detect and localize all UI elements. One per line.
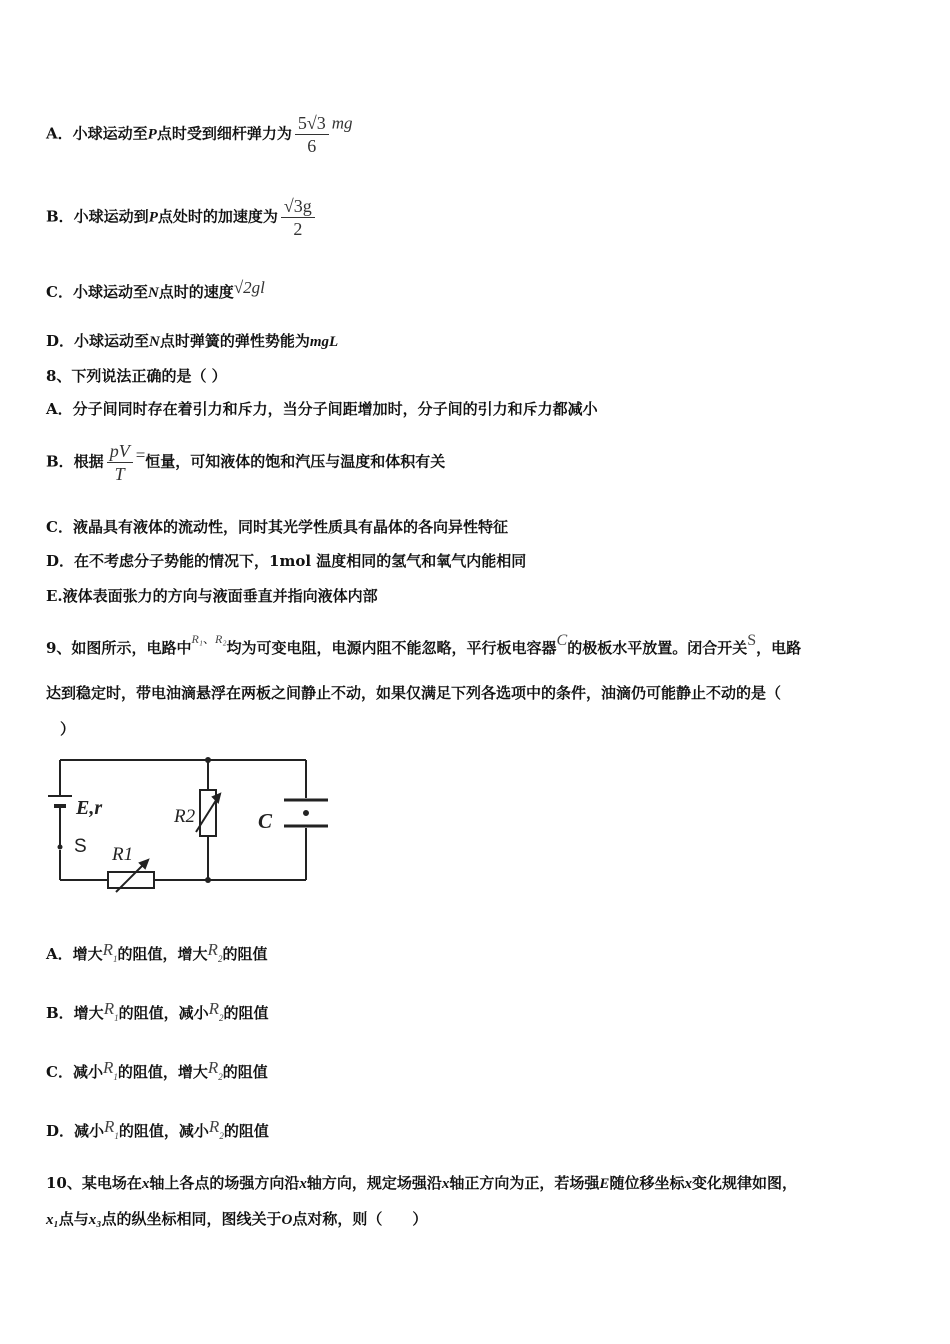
circuit-diagram xyxy=(40,750,340,900)
q9-stem-line1: 9、如图所示，电路中$^{R_1、R_2}$均为可变电阻，电源内阻不能忽略，平行板电容器C的极板水平放置。闭合开关S，电路 xyxy=(46,632,802,657)
label-r1: R1 xyxy=(112,844,134,865)
q7-option-d: D．小球运动至N点时弹簧的弹性势能为mgL xyxy=(46,332,339,350)
junction-dot xyxy=(205,757,211,763)
q9-option-a: A．增大$R_1$的阻值，增大$R_2$的阻值 xyxy=(46,940,268,964)
switch-symbol xyxy=(58,845,63,850)
capacitor-symbol xyxy=(284,800,328,826)
fraction: $\frac{√3g}{2}$ xyxy=(281,195,315,240)
q8-option-c: C．液晶具有液体的流动性，同时其光学性质具有晶体的各向异性特征 xyxy=(46,518,508,536)
q9-option-c: C．减小$R_1$的阻值，增大$R_2$的阻值 xyxy=(46,1058,268,1082)
q7-option-c: C．小球运动至N点时的速度√2gl xyxy=(46,278,265,301)
battery-symbol xyxy=(48,796,72,806)
q8-stem: 8、下列说法正确的是（ ） xyxy=(46,367,227,385)
q8-option-e: E.液体表面张力的方向与液面垂直并指向液体内部 xyxy=(46,587,378,605)
q9-stem-line3: ） xyxy=(60,720,76,738)
fraction: $\frac{5√3}{6}$ xyxy=(295,112,329,157)
junction-dot xyxy=(205,877,211,883)
label-r2: R2 xyxy=(174,806,196,827)
label-switch: S xyxy=(74,836,87,857)
label-capacitor: C xyxy=(258,809,273,833)
q8-option-a: A．分子间同时存在着引力和斥力，当分子间距增加时，分子间的引力和斥力都减小 xyxy=(46,400,598,418)
q8-option-d: D．在不考虑分子势能的情况下，1mol 温度相同的氢气和氧气内能相同 xyxy=(46,552,527,570)
q8-option-b: B．根据 $\frac{pV}{T}$ =恒量，可知液体的饱和汽压与温度和体积有关 xyxy=(46,441,446,484)
r2-variable-resistor xyxy=(196,790,220,836)
label-emf: E,r xyxy=(76,797,103,819)
q10-stem-line2: x₁点与x₃点的纵坐标相同，图线关于O点对称，则（ ） xyxy=(46,1210,428,1228)
fraction: $\frac{pV}{T}$ xyxy=(107,440,133,485)
q10-stem-line1: 10、某电场在x轴上各点的场强方向沿x轴方向，规定场强沿x轴正方向为正，若场强E随位移坐标x变化规律如图， xyxy=(46,1174,797,1192)
q9-option-b: B．增大$R_1$的阻值，减小$R_2$的阻值 xyxy=(46,999,269,1023)
q9-stem-line2: 达到稳定时，带电油滴悬浮在两板之间静止不动，如果仅满足下列各选项中的条件，油滴仍可能静止不动的是（ xyxy=(46,684,782,702)
q9-option-d: D．减小$R_1$的阻值，减小$R_2$的阻值 xyxy=(46,1117,269,1141)
q7-option-a: A．小球运动至P点时受到细杆弹力为 $\frac{5√3}{6}$ mg xyxy=(46,113,353,156)
q7-option-b: B．小球运动到P点处时的加速度为 $\frac{√3g}{2}$ xyxy=(46,195,318,240)
